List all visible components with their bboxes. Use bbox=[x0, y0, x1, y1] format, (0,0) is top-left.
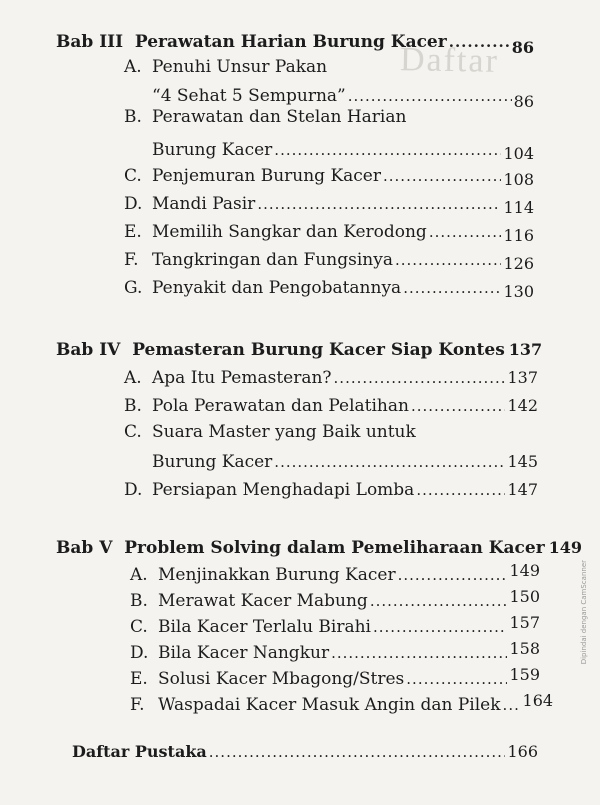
toc-entry bbox=[124, 222, 534, 245]
entry-letter: D. bbox=[124, 480, 143, 500]
toc-entry bbox=[152, 140, 534, 163]
toc-entry bbox=[124, 368, 538, 388]
leader-dots bbox=[403, 279, 501, 297]
page-number: 164 bbox=[522, 691, 554, 710]
entry-title: Bila Kacer Nangkur bbox=[158, 643, 330, 663]
entry-title: Merawat Kacer Mabung bbox=[158, 591, 368, 611]
entry-letter: B. bbox=[124, 396, 142, 416]
leader-dots bbox=[395, 251, 501, 269]
chapter-heading bbox=[56, 340, 543, 360]
entry-title: Perawatan dan Stelan Harian bbox=[152, 107, 407, 127]
entry-letter: B. bbox=[130, 591, 148, 611]
page-number: 86 bbox=[511, 38, 534, 57]
toc-entry bbox=[152, 452, 538, 472]
entry-title: Penyakit dan Pengobatannya bbox=[152, 278, 402, 298]
page-number: 149 bbox=[509, 561, 540, 580]
entry-title: Apa Itu Pemasteran? bbox=[152, 368, 332, 388]
toc-entry bbox=[130, 587, 540, 611]
entry-letter: E. bbox=[130, 669, 148, 689]
entry-title: Penjemuran Burung Kacer bbox=[152, 166, 381, 186]
entry-letter: C. bbox=[124, 166, 142, 186]
entry-title: Waspadai Kacer Masuk Angin dan Pilek bbox=[158, 695, 501, 715]
toc-entry bbox=[130, 691, 554, 715]
leader-dots bbox=[411, 397, 506, 415]
entry-letter: F. bbox=[130, 695, 145, 715]
entry-letter: B. bbox=[124, 107, 142, 127]
page-number: 157 bbox=[509, 613, 540, 632]
entry-letter: A. bbox=[124, 57, 142, 77]
page-number: 166 bbox=[507, 742, 538, 761]
bibliography-entry bbox=[72, 742, 538, 761]
leader-dots bbox=[416, 481, 505, 499]
toc-entry bbox=[130, 665, 540, 689]
chapter-heading bbox=[56, 32, 534, 57]
toc-entry bbox=[124, 396, 538, 416]
leader-dots bbox=[274, 453, 505, 471]
entry-title: Memilih Sangkar dan Kerodong bbox=[152, 222, 427, 242]
entry-title: Solusi Kacer Mbagong/Stres bbox=[158, 669, 405, 689]
leader-dots bbox=[209, 743, 506, 761]
page-number: 116 bbox=[503, 226, 534, 245]
leader-dots bbox=[429, 223, 502, 241]
toc-entry-line bbox=[124, 107, 406, 127]
toc-entry bbox=[152, 86, 534, 111]
entry-letter: C. bbox=[124, 422, 142, 442]
page-number: 114 bbox=[503, 198, 534, 217]
entry-letter: A. bbox=[130, 565, 148, 585]
leader-dots bbox=[331, 644, 507, 662]
entry-title: Bila Kacer Terlalu Birahi bbox=[158, 617, 371, 637]
chapter-heading bbox=[56, 538, 583, 558]
page-number: 137 bbox=[508, 340, 543, 359]
entry-title: Suara Master yang Baik untuk bbox=[152, 422, 416, 442]
entry-letter: E. bbox=[124, 222, 142, 242]
leader-dots bbox=[370, 592, 508, 610]
entry-letter: D. bbox=[124, 194, 143, 214]
leader-dots bbox=[383, 167, 501, 185]
page-number: 130 bbox=[503, 282, 534, 301]
entry-title: Menjinakkan Burung Kacer bbox=[158, 565, 396, 585]
toc-entry bbox=[124, 250, 534, 273]
page-number: 86 bbox=[513, 92, 534, 111]
entry-title: Tangkringan dan Fungsinya bbox=[152, 250, 393, 270]
page-number: 108 bbox=[503, 170, 534, 189]
toc-entry-line bbox=[124, 57, 327, 77]
toc-entry bbox=[124, 480, 538, 500]
toc-entry-line bbox=[124, 422, 416, 442]
scanner-watermark: Dipindai dengan CamScanner bbox=[580, 560, 588, 665]
chapter-label: Bab V bbox=[56, 538, 113, 558]
entry-letter: C. bbox=[130, 617, 148, 637]
entry-title: Persiapan Menghadapi Lomba bbox=[152, 480, 415, 500]
chapter-label: Bab IV bbox=[56, 340, 121, 360]
entry-title: “4 Sehat 5 Sempurna” bbox=[152, 86, 346, 106]
entry-title: Penuhi Unsur Pakan bbox=[152, 57, 328, 77]
entry-letter: D. bbox=[130, 643, 149, 663]
toc-entry bbox=[124, 278, 534, 301]
chapter-label: Bab III bbox=[56, 32, 124, 52]
page-number: 150 bbox=[509, 587, 540, 606]
leader-dots bbox=[257, 195, 501, 213]
chapter-title: Pemasteran Burung Kacer Siap Kontes bbox=[132, 340, 505, 360]
bibliography-label: Daftar Pustaka bbox=[72, 742, 207, 761]
leader-dots bbox=[334, 369, 506, 387]
entry-title: Burung Kacer bbox=[152, 452, 273, 472]
entry-letter: G. bbox=[124, 278, 143, 298]
leader-dots bbox=[274, 141, 501, 159]
page-number: 126 bbox=[503, 254, 534, 273]
entry-letter: F. bbox=[124, 250, 139, 270]
entry-title: Mandi Pasir bbox=[152, 194, 256, 214]
entry-title: Burung Kacer bbox=[152, 140, 273, 160]
leader-dots bbox=[348, 87, 512, 105]
leader-dots bbox=[449, 33, 510, 51]
toc-entry bbox=[130, 613, 540, 637]
page-number: 137 bbox=[507, 368, 538, 387]
page-number: 147 bbox=[507, 480, 538, 499]
page-number: 145 bbox=[507, 452, 538, 471]
toc-entry bbox=[130, 561, 540, 585]
bleed-through-watermark: Daftar bbox=[399, 41, 500, 80]
chapter-title: Perawatan Harian Burung Kacer bbox=[134, 32, 447, 52]
leader-dots bbox=[406, 670, 507, 688]
page-number: 104 bbox=[503, 144, 534, 163]
leader-dots bbox=[398, 566, 508, 584]
leader-dots bbox=[373, 618, 507, 636]
page-number: 142 bbox=[507, 396, 538, 415]
toc-entry bbox=[124, 194, 534, 217]
entry-title: Pola Perawatan dan Pelatihan bbox=[152, 396, 409, 416]
toc-entry bbox=[124, 166, 534, 189]
page-number: 158 bbox=[509, 639, 540, 658]
chapter-title: Problem Solving dalam Pemeliharaan Kacer bbox=[124, 538, 545, 558]
entry-letter: A. bbox=[124, 368, 142, 388]
toc-entry bbox=[130, 639, 540, 663]
page-number: 149 bbox=[548, 538, 583, 557]
page-number: 159 bbox=[509, 665, 540, 684]
leader-dots bbox=[503, 696, 521, 714]
